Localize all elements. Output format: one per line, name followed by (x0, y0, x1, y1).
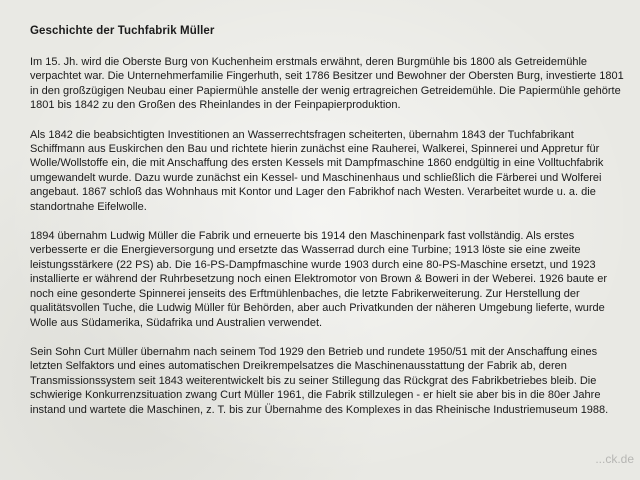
document-title: Geschichte der Tuchfabrik Müller (30, 25, 215, 37)
watermark: ...ck.de (595, 452, 634, 466)
paragraph-2: Als 1842 die beabsichtigten Investitionen an Wasserrechtsfragen scheiterten, übernahm 1843 der Tuchfabrikant Schiffmann aus Euskirchen den Bau und richtete hierin zunächst eine Rauherei, Walkerei, Spinnerei und Appretur für Wolle/Wollstoffe ein, die mit Anschaffung des ersten Kessels mit Dampfmaschine 1860 endgültig in eine Volltuchfabrik umgewandelt wurde. Dazu wurde zunächst ein Kessel- und Maschinenhaus und schließlich die Färberei und Wolferei angebaut. 1867 schloß das Wohnhaus mit Kontor und Lager den Fabrikhof nach Westen. Verarbeitet wurde u. a. die standortnahe Eifelwolle. (30, 128, 604, 213)
paragraph-4: Sein Sohn Curt Müller übernahm nach seinem Tod 1929 den Betrieb und rundete 1950/51 mit der Anschaffung eines letzten Selfaktors und eines automatischen Dreikrempelsatzes die Maschinenausstattung der Fabrik ab, deren Transmissionssystem seit 1843 weiterentwickelt bis zu seiner Stillegung das Rückgrat des Fabrikbetriebes bleib. Die schwierige Konkurrenzsituation zwang Curt Müller 1961, die Fabrik stillzulegen - er hielt sie aber bis in die 80er Jahre instand und wartete die Maschinen, z. T. bis zur Übernahme des Komplexes in das Rheinische Industriemuseum 1988. (30, 345, 609, 416)
paragraph-3: 1894 übernahm Ludwig Müller die Fabrik und erneuerte bis 1914 den Maschinenpark fast vollständig. Als erstes verbesserte er die Energieversorgung und ersetzte das Wasserrad durch eine Turbine; 1913 löste sie eine zweite leistungsstärkere (22 PS) ab. Die 16-PS-Dampfmaschine wurde 1903 durch eine 80-PS-Maschine ersetzt, und 1923 installierte er während der Ruhrbesetzung noch einen Elektromotor von Brown & Boweri in der Weberei. 1926 baute er noch eine gesonderte Spinnerei jenseits des Erftmühlenbaches, die letzte Fabrikerweiterung. Zur Herstellung der qualitätsvollen Tuche, die Ludwig Müller für Behörden, aber auch Privatkunden der näheren Umgebung lieferte, wurde Wolle aus Südamerika, Südafrika und Australien verwendet. (30, 230, 608, 329)
paragraph-1: Im 15. Jh. wird die Oberste Burg von Kuchenheim erstmals erwähnt, deren Burgmühle bis 1800 als Getreidemühle verpachtet war. Die Unternehmerfamilie Fingerhuth, seit 1786 Besitzer und Bewohner der Obersten Burg, investierte 1801 in den großzügigen Neubau einer Papiermühle anstelle der wenig ertragreichen Getreidemühle. Die Papiermühle gehörte 1801 bis 1842 zu den Großen des Rheinlandes in der Feinpapierproduktion. (30, 56, 624, 112)
document-page (30, 24, 626, 432)
